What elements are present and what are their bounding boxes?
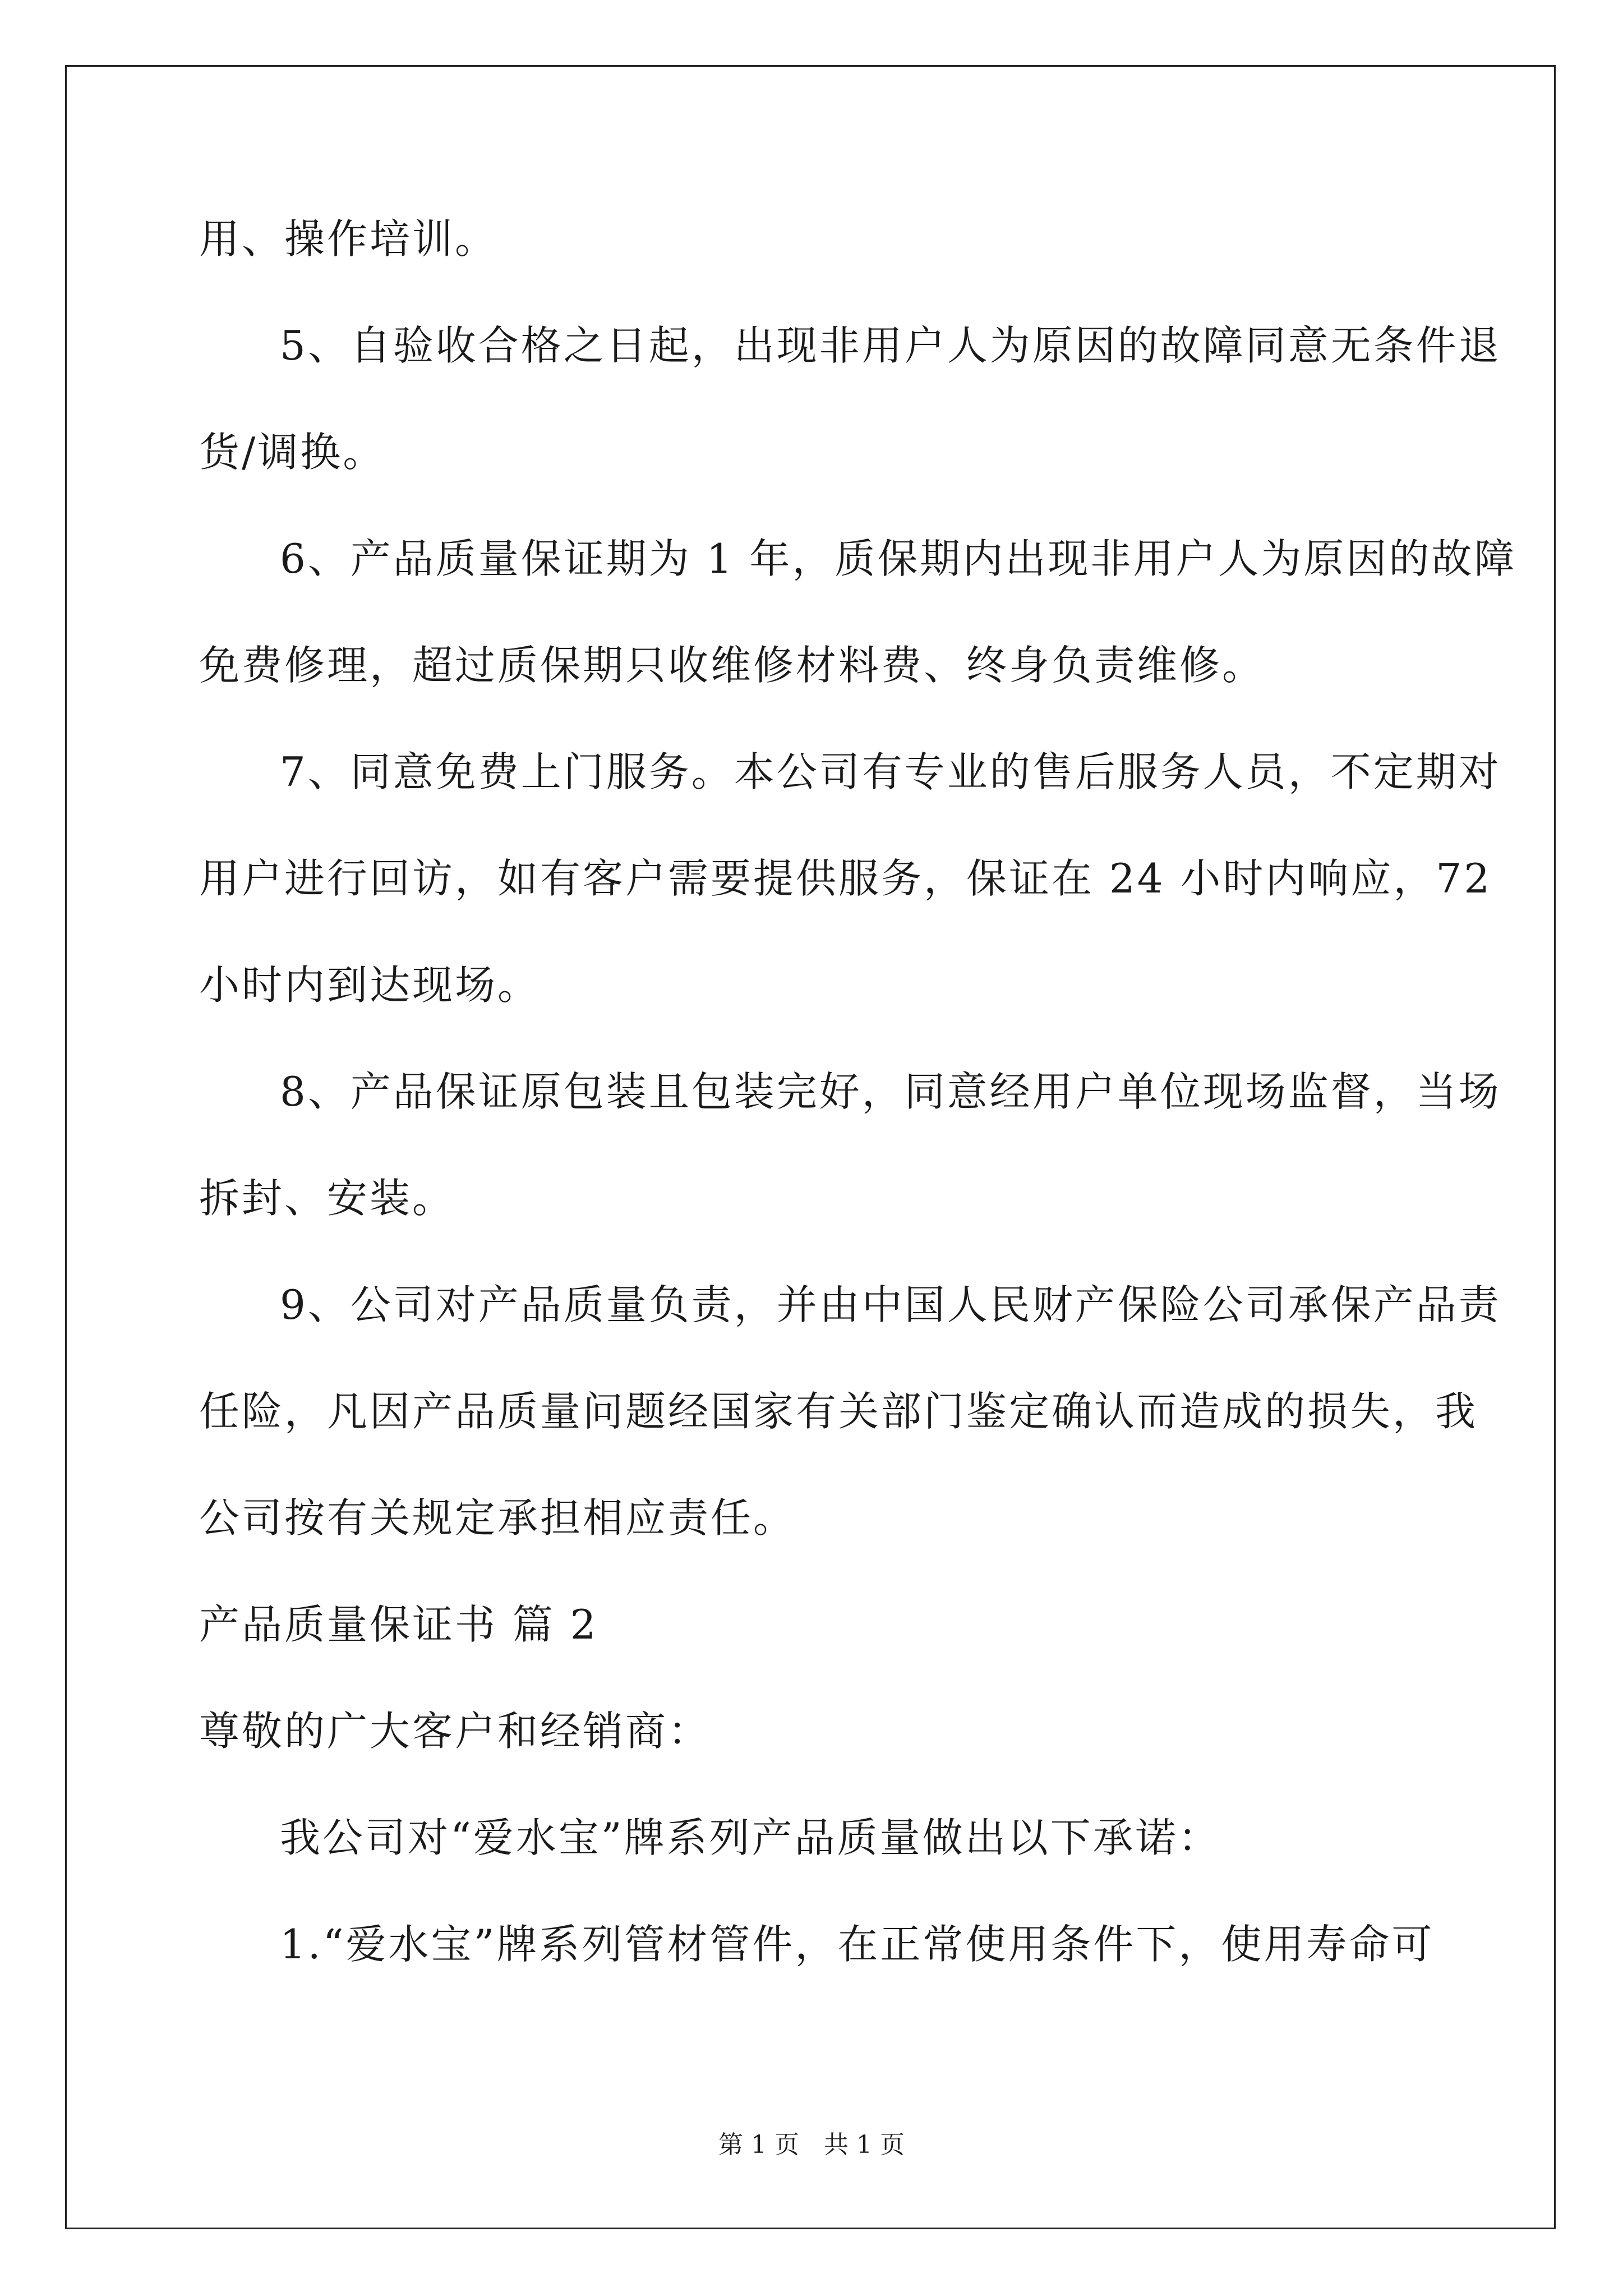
- paragraph-line: 公司按有关规定承担相应责任。: [199, 1494, 796, 1542]
- paragraph-line: 任险，凡因产品质量问题经国家有关部门鉴定确认而造成的损失，我: [199, 1388, 1478, 1435]
- paragraph-line: 7、同意免费上门服务。本公司有专业的售后服务人员，不定期对: [280, 748, 1501, 795]
- paragraph-line: 小时内到达现场。: [199, 961, 541, 1009]
- paragraph-line: 9、公司对产品质量负责，并由中国人民财产保险公司承保产品责: [280, 1281, 1501, 1328]
- page-footer: 第 1 页 共 1 页: [718, 2131, 905, 2159]
- paragraph-line: 我公司对“爱水宝”牌系列产品质量做出以下承诺：: [280, 1814, 1221, 1861]
- paragraph-line: 6、产品质量保证期为 1 年，质保期内出现非用户人为原因的故障: [280, 535, 1517, 582]
- paragraph-line: 5、自验收合格之日起，出现非用户人为原因的故障同意无条件退: [280, 322, 1501, 369]
- paragraph-line: 用户进行回访，如有客户需要提供服务，保证在 24 小时内响应，72: [199, 855, 1492, 902]
- paragraph-line: 用、操作培训。: [199, 215, 498, 263]
- paragraph-line: 免费修理，超过质保期只收维修材料费、终身负责维修。: [199, 642, 1265, 689]
- paragraph-line: 拆封、安装。: [199, 1175, 455, 1222]
- section-heading: 产品质量保证书 篇 2: [199, 1601, 598, 1648]
- paragraph-line: 1.“爱水宝”牌系列管材管件，在正常使用条件下，使用寿命可: [280, 1921, 1435, 1968]
- page-border: [65, 65, 1556, 2229]
- salutation: 尊敬的广大客户和经销商：: [199, 1708, 711, 1755]
- paragraph-line: 8、产品保证原包装且包装完好，同意经用户单位现场监督，当场: [280, 1068, 1501, 1115]
- paragraph-line: 货/调换。: [199, 429, 386, 476]
